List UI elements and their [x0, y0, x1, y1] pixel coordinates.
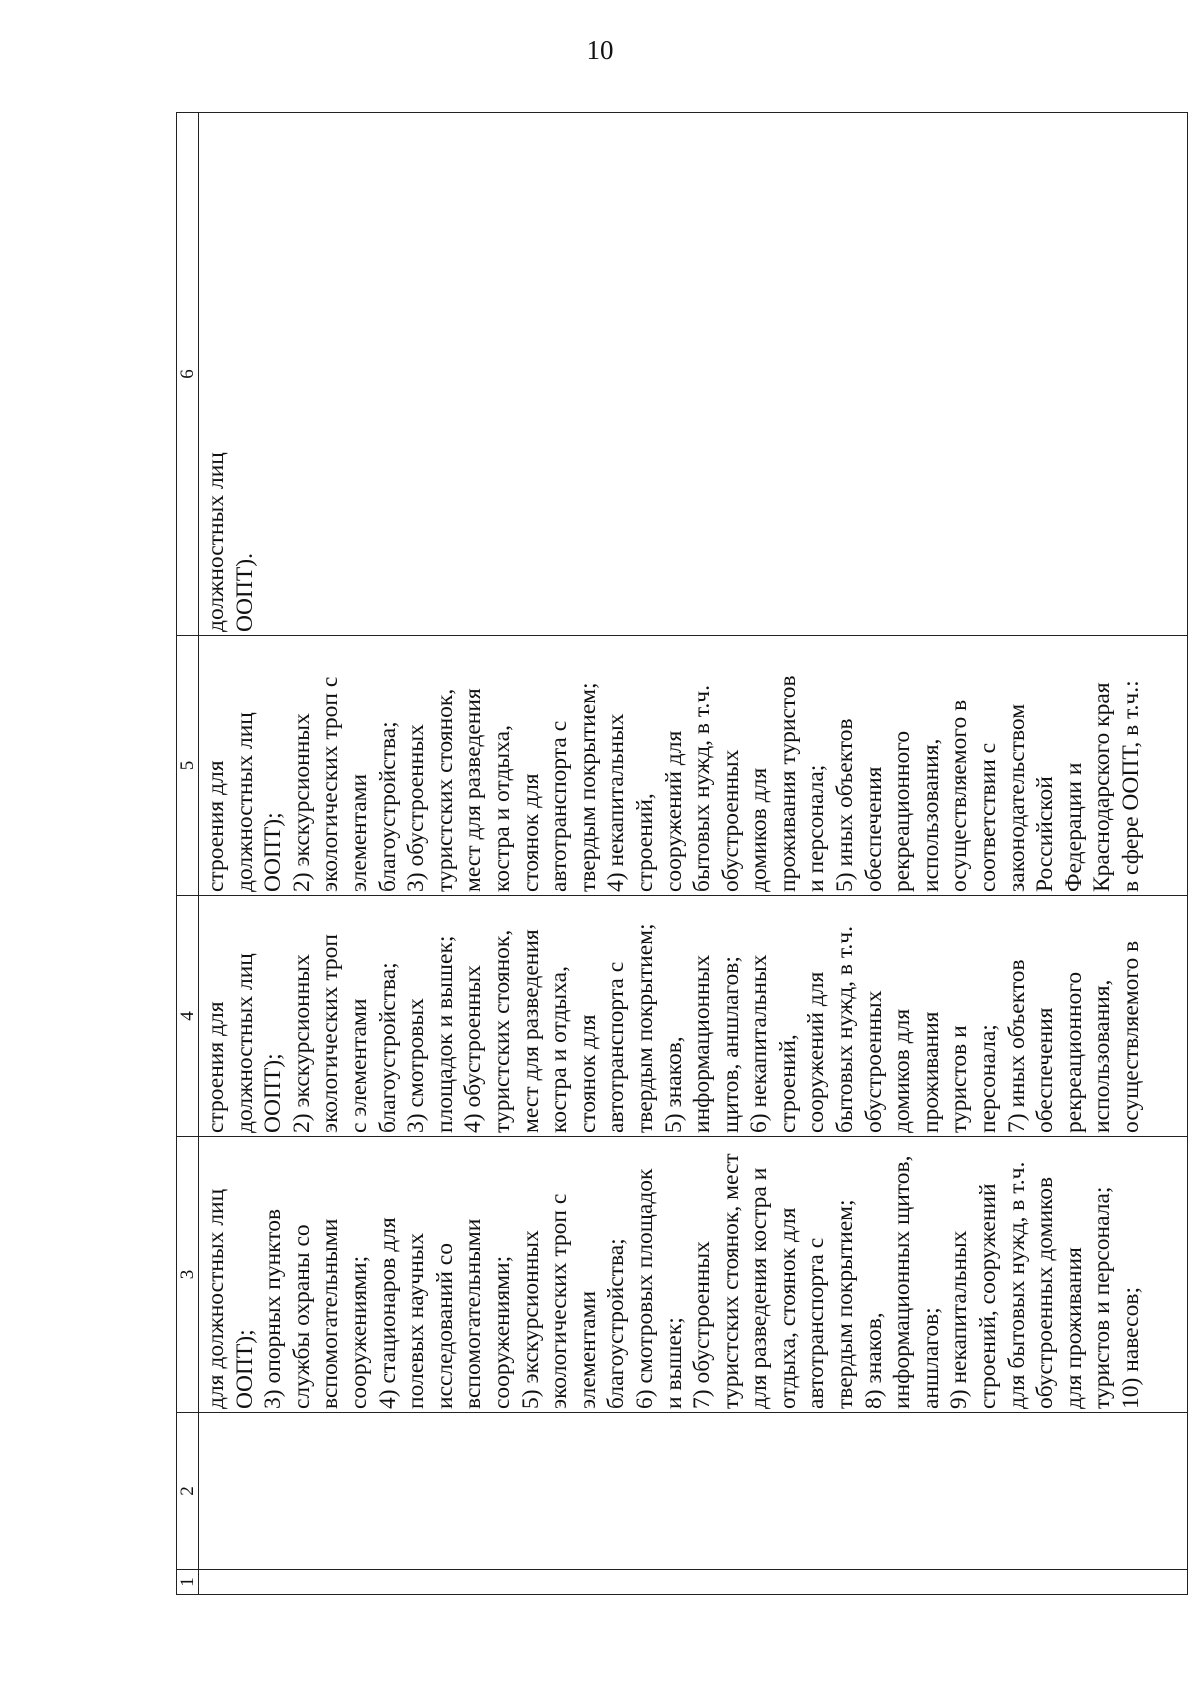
cell-text-col4: строения для должностных лиц ООПТ); 2) экскурсионных экологических троп с элементами благоустройства; 3) смотровых площадок и вышек; 4) обустроенных туристских стоянок, мест для разведения костра и отдыха, стоянок для автотранспорта с твердым покрытием; 5) знаков, информационных щитов, аншлагов; 6) некапитальных строений, сооружений для бытовых нужд, в т.ч. обустроенных домиков для проживания туристов и персонала; 7) иных объектов обеспечения рекреационного использования, осуществляемого в — [203, 923, 1144, 1133]
table-cell-col3 — [199, 1137, 1188, 1413]
table-cell-col1 — [199, 1570, 1188, 1595]
page-number: 10 — [586, 35, 614, 65]
table-row — [199, 113, 1188, 1595]
cell-text-col6: должностных лиц ООПТ). — [203, 452, 258, 632]
column-header-4: 4 — [177, 896, 199, 1137]
header-row — [177, 113, 199, 1595]
column-header-2: 2 — [177, 1413, 199, 1570]
cell-text-col5: строения для должностных лиц ООПТ); 2) экскурсионных экологических троп с элементами благоустройства; 3) обустроенных туристских стоянок, мест для разведения костра и отдыха, стоянок для автотранспорта с твердым покрытием; 4) некапитальных строений, сооружений для бытовых нужд, в т.ч. обустроенных домиков для проживания туристов и персонала; 5) иных объектов обеспечения рекреационного использования, осуществляемого в соответствии с законодательством Российской Федерации и Краснодарского края в сфере ООПТ, в т.ч.: — [203, 675, 1144, 892]
table-cell-col5 — [199, 636, 1188, 896]
data-table — [176, 112, 1188, 1595]
rotated-table-container — [176, 113, 1188, 1595]
column-header-3: 3 — [177, 1137, 199, 1413]
column-header-6: 6 — [177, 113, 199, 636]
cell-text-col3: для должностных лиц ООПТ); 3) опорных пунктов службы охраны со вспомогательными сооружениями; 4) стационаров для полевых научных исследований со вспомогательными сооружениями; 5) экскурсионных экологических троп с элементами благоустройства; 6) смотровых площадок и вышек; 7) обустроенных туристских стоянок, мест для разведения костра и отдыха, стоянок для автотранспорта с твердым покрытием; 8) знаков, информационных щитов, аншлагов; 9) некапитальных строений, сооружений для бытовых нужд, в т.ч. обустроенных домиков для проживания туристов и персонала; 10) навесов; — [203, 1153, 1144, 1409]
column-header-1: 1 — [177, 1570, 199, 1595]
column-header-5: 5 — [177, 636, 199, 896]
table-cell-col4 — [199, 896, 1188, 1137]
table-cell-col2 — [199, 1413, 1188, 1570]
table-cell-col6 — [199, 113, 1188, 636]
